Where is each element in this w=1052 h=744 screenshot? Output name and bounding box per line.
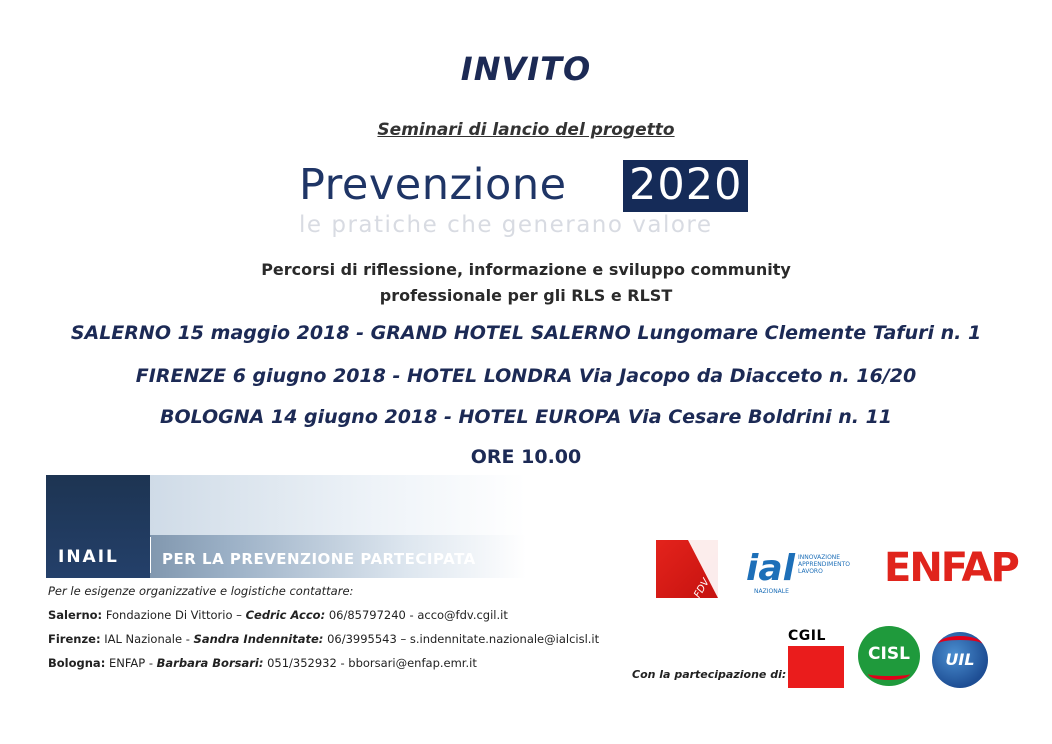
inail-logo: INAIL [58,547,119,567]
event-salerno: SALERNO 15 maggio 2018 - GRAND HOTEL SALERNO Lungomare Clemente Tafuri n. 1 [70,322,982,344]
uil-logo-word: UIL [945,650,975,669]
contact-person: Sandra Indennitate: [193,632,324,646]
contact-org: Fondazione Di Vittorio – [105,608,242,622]
contact-salerno [48,608,508,622]
participation-label: Con la partecipazione di: [632,668,787,681]
ial-logo-word: ial [746,548,795,589]
cgil-logo-block [788,646,844,688]
invitation-title: INVITO [460,50,592,88]
ial-logo-subtitle: INNOVAZIONE APPRENDIMENTO LAVORO [798,554,851,575]
contact-person: Barbara Borsari: [156,656,264,670]
event-firenze: FIRENZE 6 giugno 2018 - HOTEL LONDRA Via Jacopo da Diacceto n. 16/20 [135,365,917,387]
prevenzione-2020-logo [297,160,767,240]
ial-logo [746,548,866,598]
contact-city: Salerno: [48,608,103,622]
fdv-logo [656,540,718,601]
brand-tagline: le pratiche che generano valore [299,212,713,238]
contact-intro: Per le esigenze organizzative e logistiche contattare: [48,584,354,598]
banner-slogan: PER LA PREVENZIONE PARTECIPATA [162,550,476,568]
cgil-logo-word: CGIL [788,628,826,644]
contact-info: 06/85797240 - acco@fdv.cgil.it [328,608,508,622]
cisl-logo [858,626,920,686]
cgil-logo [788,628,844,688]
description-line-1: Percorsi di riflessione, informazione e sviluppo community [261,260,791,279]
brand-name: Prevenzione [299,160,567,210]
fdv-logo-text: FDV [692,576,712,601]
contact-person: Cedric Acco: [245,608,326,622]
contact-city: Firenze: [48,632,101,646]
contact-info: 06/3995543 – s.indennitate.nazionale@ialcisl.it [327,632,600,646]
enfap-logo: ENFAP [884,545,1018,591]
uil-logo [932,632,988,688]
cisl-logo-swoosh [868,668,910,680]
contact-info: 051/352932 - bborsari@enfap.emr.it [267,656,477,670]
event-bologna: BOLOGNA 14 giugno 2018 - HOTEL EUROPA Via Cesare Boldrini n. 11 [159,406,893,428]
contact-org: ENFAP - [108,656,153,670]
contact-firenze [48,632,599,646]
inail-banner [46,475,526,578]
cisl-logo-word: CISL [868,644,910,664]
brand-year: 2020 [623,160,748,212]
banner-divider [150,537,151,573]
banner-highlight [150,475,526,535]
description-line-2: professionale per gli RLS e RLST [379,286,673,305]
seminar-subtitle: Seminari di lancio del progetto [377,120,675,140]
event-time: ORE 10.00 [470,446,582,468]
contact-org: IAL Nazionale - [104,632,190,646]
contact-bologna [48,656,477,670]
ial-logo-nazionale: NAZIONALE [754,588,789,595]
contact-city: Bologna: [48,656,106,670]
